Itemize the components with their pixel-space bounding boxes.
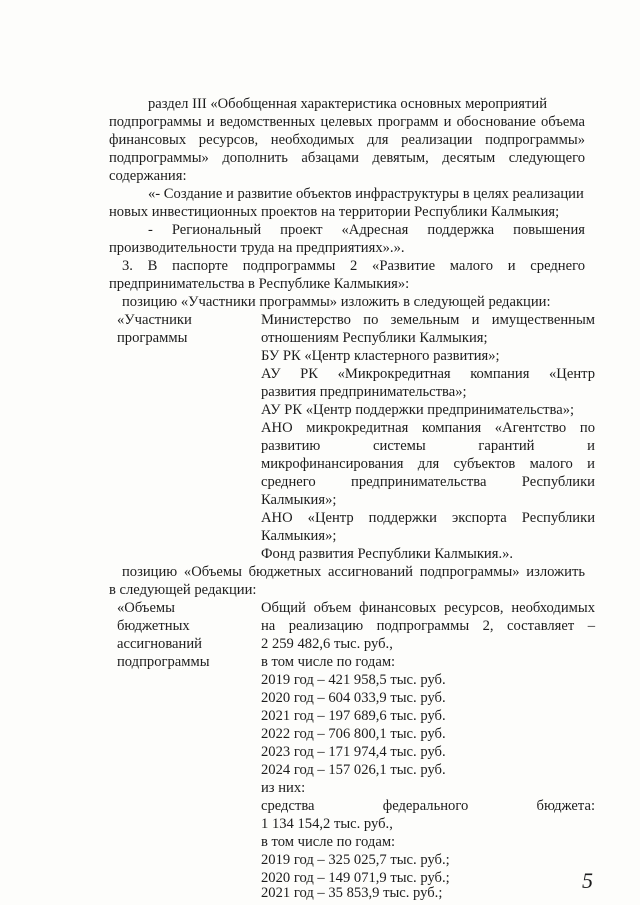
intro-line: производительности труда на предприятиях».». bbox=[109, 240, 405, 256]
budget-year-line: 2023 год – 171 974,4 тыс. руб. bbox=[261, 744, 446, 760]
participant-line: Министерство по земельным и имущественным bbox=[261, 312, 595, 328]
budget-line: из них: bbox=[261, 780, 306, 796]
participants-label: программы bbox=[117, 330, 188, 346]
participant-line: Калмыкия»; bbox=[261, 528, 337, 544]
budget-year-line: 2021 год – 197 689,6 тыс. руб. bbox=[261, 708, 446, 724]
intro-line: раздел III «Обобщенная характеристика основных мероприятий bbox=[148, 96, 547, 112]
budget-year-line: 2021 год – 35 853,9 тыс. руб.; bbox=[261, 885, 443, 901]
budget-line: на реализацию подпрограммы 2, составляет – bbox=[261, 618, 595, 634]
participant-line: АНО микрокредитная компания «Агентство по bbox=[261, 420, 595, 436]
participant-line: АУ РК «Микрокредитная компания «Центр bbox=[261, 366, 595, 382]
intro-line: новых инвестиционных проектов на территории Республики Калмыкия; bbox=[109, 204, 560, 220]
item3-line: предпринимательства в Республике Калмыкия»: bbox=[109, 276, 410, 292]
intro-line: подпрограммы и ведомственных целевых программ и обоснование объема bbox=[109, 114, 585, 130]
participants-label: «Участники bbox=[117, 312, 192, 328]
budget-intro-line: позицию «Объемы бюджетных ассигнований подпрограммы» изложить bbox=[122, 564, 585, 580]
intro-line: «- Создание и развитие объектов инфраструктуры в целях реализации bbox=[148, 186, 584, 202]
budget-line: в том числе по годам: bbox=[261, 654, 396, 670]
participant-line: БУ РК «Центр кластерного развития»; bbox=[261, 348, 500, 364]
item3-line: позицию «Участники программы» изложить в следующей редакции: bbox=[122, 294, 551, 310]
budget-line: 1 134 154,2 тыс. руб., bbox=[261, 816, 393, 832]
budget-year-line: 2019 год – 421 958,5 тыс. руб. bbox=[261, 672, 446, 688]
budget-year-line: 2020 год – 149 071,9 тыс. руб.; bbox=[261, 870, 450, 886]
participant-line: АНО «Центр поддержки экспорта Республики bbox=[261, 510, 595, 526]
budget-label: бюджетных bbox=[117, 618, 190, 634]
participant-line: среднего предпринимательства Республики bbox=[261, 474, 595, 490]
intro-line: финансовых ресурсов, необходимых для реализации подпрограммы» bbox=[109, 132, 585, 148]
budget-label: ассигнований bbox=[117, 636, 202, 652]
budget-year-line: 2024 год – 157 026,1 тыс. руб. bbox=[261, 762, 446, 778]
participant-line: развития предпринимательства»; bbox=[261, 384, 467, 400]
participant-line: отношениям Республики Калмыкия; bbox=[261, 330, 488, 346]
participant-line: АУ РК «Центр поддержки предпринимательства»; bbox=[261, 402, 575, 418]
intro-line: подпрограммы» дополнить абзацами девятым, десятым следующего bbox=[109, 150, 585, 166]
budget-year-line: 2022 год – 706 800,1 тыс. руб. bbox=[261, 726, 446, 742]
budget-line: в том числе по годам: bbox=[261, 834, 396, 850]
budget-label: подпрограммы bbox=[117, 654, 210, 670]
participant-line: микрофинансирования для субъектов малого и bbox=[261, 456, 595, 472]
participant-line: развитию системы гарантий и bbox=[261, 438, 595, 454]
intro-line: содержания: bbox=[109, 168, 187, 184]
participant-line: Калмыкия»; bbox=[261, 492, 337, 508]
budget-intro-line: в следующей редакции: bbox=[109, 582, 257, 598]
budget-line: средства федерального бюджета: bbox=[261, 798, 595, 814]
budget-line: 2 259 482,6 тыс. руб., bbox=[261, 636, 393, 652]
item3-line: 3. В паспорте подпрограммы 2 «Развитие малого и среднего bbox=[122, 258, 585, 274]
intro-line: - Региональный проект «Адресная поддержка повышения bbox=[148, 222, 585, 238]
page-number: 5 bbox=[582, 868, 593, 893]
budget-year-line: 2019 год – 325 025,7 тыс. руб.; bbox=[261, 852, 450, 868]
participant-line: Фонд развития Республики Калмыкия.». bbox=[261, 546, 514, 562]
budget-line: Общий объем финансовых ресурсов, необходимых bbox=[261, 600, 595, 616]
budget-label: «Объемы bbox=[117, 600, 175, 616]
budget-year-line: 2020 год – 604 033,9 тыс. руб. bbox=[261, 690, 446, 706]
